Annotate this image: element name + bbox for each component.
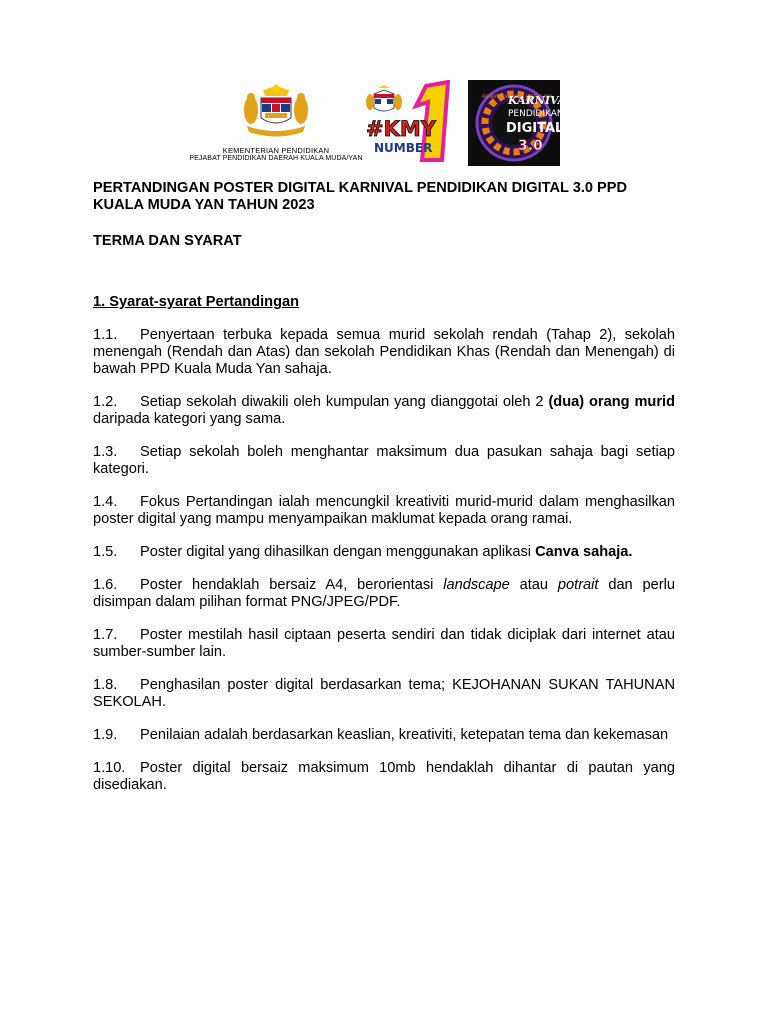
clause-1-10 [93, 760, 675, 794]
clause-1-1 [93, 327, 675, 378]
clause-text: Setiap sekolah diwakili oleh kumpulan yang dianggotai oleh 2 [140, 394, 549, 410]
clause-number: 1.7. [93, 627, 118, 643]
district-office-name: PEJABAT PENDIDIKAN DAERAH KUALA MUDA/YAN [189, 155, 363, 162]
clause-1-5 [93, 544, 675, 561]
clause-number: 1.5. [93, 544, 118, 560]
clause-1-3 [93, 444, 675, 478]
clause-1-8 [93, 677, 675, 711]
mini-crest-icon [366, 85, 402, 111]
clause-bold-text: (dua) orang murid [548, 394, 675, 410]
clause-text-end: daripada kategori yang sama. [93, 411, 286, 427]
document-subtitle: TERMA DAN SYARAT [93, 233, 242, 249]
clause-number: 1.3. [93, 444, 118, 460]
clause-number: 1.2. [93, 394, 118, 410]
clause-text: Poster digital bersaiz maksimum 10mb hendaklah dihantar di pautan yang disediakan. [93, 760, 675, 793]
karnival-logo-graphic [468, 80, 560, 166]
clause-text: Poster mestilah hasil ciptaan peserta sendiri dan tidak diciplak dari internet atau sumber-sumber lain. [93, 627, 675, 660]
logo-header [0, 80, 768, 172]
clause-number: 1.4. [93, 494, 118, 510]
clause-1-9 [93, 727, 675, 744]
clause-text: Setiap sekolah boleh menghantar maksimum dua pasukan sahaja bagi setiap kategori. [93, 444, 675, 477]
version-number: 3.0 [518, 138, 543, 154]
clause-text: Fokus Pertandingan ialah mencungkil kreativiti murid-murid dalam menghasilkan poster digital yang mampu menyampaikan maklumat kepada orang ramai. [93, 494, 675, 527]
clause-number: 1.8. [93, 677, 118, 693]
clause-number: 1.9. [93, 727, 118, 743]
clause-text: Penilaian adalah berdasarkan keaslian, kreativiti, ketepatan tema dan kekemasan [140, 727, 669, 743]
karnival-word: KARNIV [508, 94, 558, 107]
clause-text: Penghasilan poster digital berdasarkan tema; KEJOHANAN SUKAN TAHUNAN SEKOLAH. [93, 677, 675, 710]
kmy-hashtag: #KMY [366, 117, 436, 141]
section-heading: 1. Syarat-syarat Pertandingan [93, 294, 300, 310]
clause-text: Penyertaan terbuka kepada semua murid sekolah rendah (Tahap 2), sekolah menengah (Rendah dan Atas) dan sekolah Pendidikan Khas (Rendah dan Menengah) di bawah PPD Kuala Muda Yan sahaja. [93, 327, 675, 377]
clause-italic-text: landscape [443, 577, 510, 593]
clause-1-2 [93, 394, 675, 428]
clause-text: Poster hendaklah bersaiz A4, berorientasi [140, 577, 444, 593]
digital-word: DIGITAL [506, 121, 560, 136]
karnival-pendidikan-digital-logo [468, 80, 560, 166]
clause-text-mid: atau [509, 577, 558, 593]
clause-number: 1.6. [93, 577, 118, 593]
clause-number: 1.10. [93, 760, 126, 776]
kmy-big-digit: 1 [364, 80, 365, 81]
clause-1-7 [93, 627, 675, 661]
clause-number: 1.1. [93, 327, 118, 343]
terms-document [93, 180, 675, 794]
clause-bold-text: Canva sahaja. [535, 544, 633, 560]
clause-1-6 [93, 577, 675, 611]
clause-italic-text-2: potrait [557, 577, 599, 593]
coat-of-arms-icon [241, 84, 311, 144]
ministry-name: KEMENTERIAN PENDIDIKAN [222, 146, 330, 155]
kmy-number-one-logo [364, 80, 456, 166]
clause-1-4 [93, 494, 675, 528]
kmy-number-word: NUMBER [374, 141, 433, 155]
clause-text: Poster digital yang dihasilkan dengan menggunakan aplikasi [140, 544, 536, 560]
kmy-logo-graphic [364, 80, 456, 166]
kpm-logo [188, 84, 364, 162]
karnival-ring-text: PEJABAT PENDIDIKAN DAERAH KMY [482, 94, 553, 99]
pendidikan-word: PENDIDIKAN [508, 109, 560, 119]
document-title: PERTANDINGAN POSTER DIGITAL KARNIVAL PENDIDIKAN DIGITAL 3.0 PPD KUALA MUDA YAN TAHUN 2023 [93, 180, 628, 213]
clause-text-end: dan perlu disimpan dalam pilihan format PNG/JPEG/PDF. [93, 577, 675, 610]
